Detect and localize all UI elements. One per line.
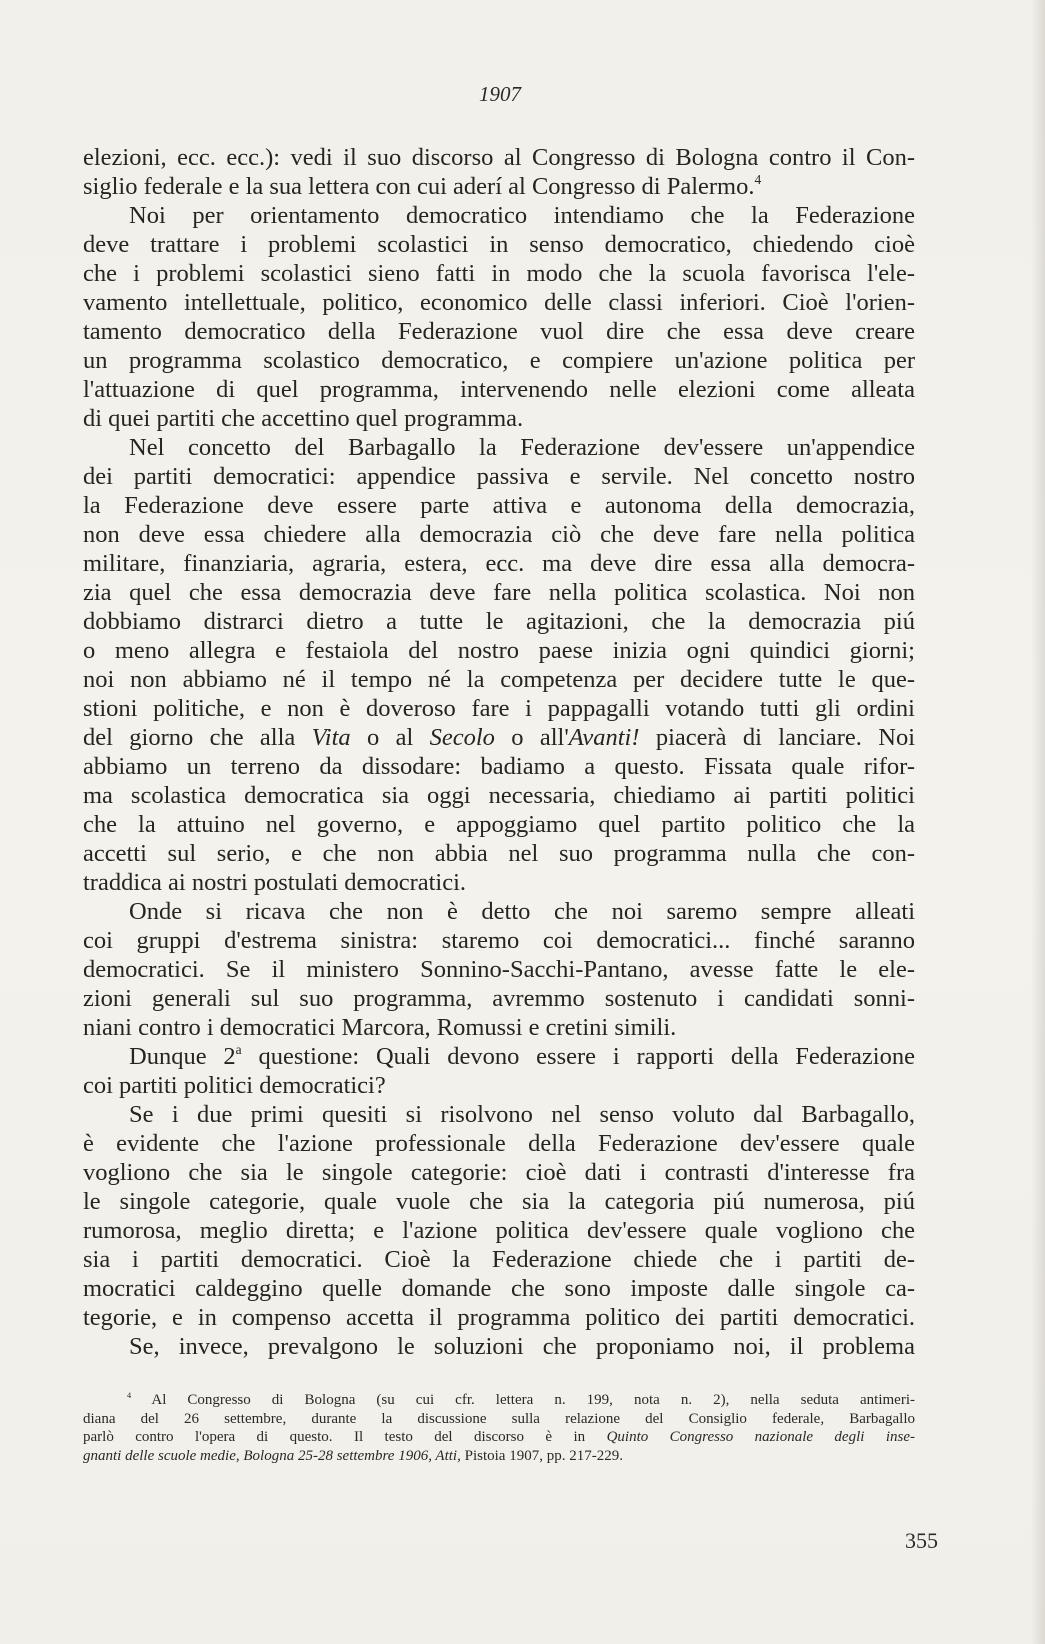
footnote-line: parlò contro l'opera di questo. Il testo del discorso è in Quinto Congresso nazionale degli inse- bbox=[83, 1429, 915, 1445]
footnote-line: $^4$ Al Congresso di Bologna (su cui cfr. lettera n. 199, nota n. 2), nella seduta antimeri- bbox=[127, 1390, 915, 1408]
text-line: del giorno che alla Vita o al Secolo o all'Avanti! piacerà di lanciare. Noi bbox=[83, 724, 916, 751]
text-line: democratici. Se il ministero Sonnino-Sacchi-Pantano, avesse fatte le ele- bbox=[83, 956, 915, 983]
text-line: le singole categorie, quale vuole che sia la categoria piú numerosa, piú bbox=[83, 1188, 915, 1215]
footnote-line: gnanti delle scuole medie, Bologna 25-28 settembre 1906, Atti, Pistoia 1907, pp. 217-229. bbox=[83, 1447, 623, 1464]
text-line: mocratici caldeggino quelle domande che sono imposte dalle singole ca- bbox=[83, 1275, 915, 1302]
text-line: zioni generali sul suo programma, avremmo sostenuto i candidati sonni- bbox=[83, 985, 915, 1012]
text-line: stioni politiche, e non è doveroso fare i pappagalli votando tutti gli ordini bbox=[83, 695, 915, 722]
footnote-reference[interactable]: 4 bbox=[754, 171, 762, 187]
text-line: tegorie, e in compenso accetta il programma politico dei partiti democratici. bbox=[83, 1304, 915, 1331]
text-line: noi non abbiamo né il tempo né la competenza per decidere tutte le que- bbox=[83, 666, 915, 693]
text-line: militare, finanziaria, agraria, estera, ecc. ma deve dire essa alla democra- bbox=[83, 550, 915, 577]
text-line: non deve essa chiedere alla democrazia ciò che deve fare nella politica bbox=[83, 521, 915, 548]
text-line: Onde si ricava che non è detto che noi saremo sempre alleati bbox=[129, 898, 915, 925]
text-line: deve trattare i problemi scolastici in senso democratico, chiedendo cioè bbox=[83, 231, 915, 258]
footnote-marker: 4 bbox=[127, 1390, 132, 1400]
text-line: sia i partiti democratici. Cioè la Federazione chiede che i partiti de- bbox=[83, 1246, 915, 1273]
text-line: l'attuazione di quel programma, intervenendo nelle elezioni come alleata bbox=[83, 376, 915, 403]
text-line: rumorosa, meglio diretta; e l'azione politica dev'essere quale vogliono che bbox=[83, 1217, 915, 1244]
text-line: Nel concetto del Barbagallo la Federazione dev'essere un'appendice bbox=[129, 434, 915, 461]
text-line: ma scolastica democratica sia oggi necessaria, chiediamo ai partiti politici bbox=[83, 782, 915, 809]
text-line: un programma scolastico democratico, e compiere un'azione politica per bbox=[83, 347, 915, 374]
text-line: vogliono che sia le singole categorie: cioè dati i contrasti d'interesse fra bbox=[83, 1159, 915, 1186]
text-line: niani contro i democratici Marcora, Romussi e cretini simili. bbox=[83, 1014, 677, 1041]
newspaper-title-avanti: Avanti! bbox=[568, 724, 640, 751]
newspaper-title-secolo: Secolo bbox=[429, 724, 495, 751]
text-line: Se, invece, prevalgono le soluzioni che proponiamo noi, il problema bbox=[129, 1333, 915, 1360]
text-line: vamento intellettuale, politico, economico delle classi inferiori. Cioè l'orien- bbox=[83, 289, 915, 316]
text-line: traddica ai nostri postulati democratici. bbox=[83, 869, 467, 896]
page-edge-shadow bbox=[1031, 0, 1045, 1644]
page-number: 355 bbox=[905, 1528, 938, 1553]
publication-title: Quinto Congresso nazionale degli inse- bbox=[606, 1429, 915, 1445]
text-line: che la attuino nel governo, e appoggiamo quel partito politico che la bbox=[83, 811, 915, 838]
newspaper-title-vita: Vita bbox=[311, 724, 351, 751]
footnote bbox=[83, 1391, 915, 1465]
text-line: coi partiti politici democratici? bbox=[83, 1072, 386, 1099]
text-line: Noi per orientamento democratico intendiamo che la Federazione bbox=[129, 202, 915, 229]
text-line: coi gruppi d'estrema sinistra: staremo coi democratici... finché saranno bbox=[83, 927, 915, 954]
text-line: di quei partiti che accettino quel programma. bbox=[83, 405, 524, 432]
text-line: dobbiamo distrarci dietro a tutte le agitazioni, che la democrazia piú bbox=[83, 608, 915, 635]
text-line: Se i due primi quesiti si risolvono nel senso voluto dal Barbagallo, bbox=[129, 1101, 915, 1128]
footnote-line: diana del 26 settembre, durante la discussione sulla relazione del Consiglio federale, Barbagallo bbox=[83, 1410, 915, 1427]
text-line: Dunque 2$^a$ questione: Quali devono essere i rapporti della Federazione bbox=[129, 1041, 915, 1070]
text-line: siglio federale e la sua lettera con cui aderí al Congresso di Palermo.$^4$ bbox=[83, 171, 762, 200]
main-text bbox=[83, 143, 915, 1361]
text-line: accetti sul serio, e che non abbia nel suo programma nulla che con- bbox=[83, 840, 915, 867]
text-line: è evidente che l'azione professionale della Federazione dev'essere quale bbox=[83, 1130, 915, 1157]
text-line: abbiamo un terreno da dissodare: badiamo a questo. Fissata quale rifor- bbox=[83, 753, 915, 780]
text-line: elezioni, ecc. ecc.): vedi il suo discorso al Congresso di Bologna contro il Con- bbox=[83, 144, 915, 171]
text-line: zia quel che essa democrazia deve fare nella politica scolastica. Noi non bbox=[83, 579, 915, 606]
ordinal-superscript: a bbox=[235, 1041, 242, 1057]
text-line: dei partiti democratici: appendice passiva e servile. Nel concetto nostro bbox=[83, 463, 915, 490]
text-line: tamento democratico della Federazione vuol dire che essa deve creare bbox=[83, 318, 915, 345]
text-line: che i problemi scolastici sieno fatti in modo che la scuola favorisca l'ele- bbox=[83, 260, 915, 287]
text-line: la Federazione deve essere parte attiva e autonoma della democrazia, bbox=[83, 492, 915, 519]
text-line: o meno allegra e festaiola del nostro paese inizia ogni quindici giorni; bbox=[83, 637, 915, 664]
publication-title-cont: gnanti delle scuole medie, Bologna 25-28 settembre 1906, Atti, bbox=[83, 1447, 461, 1464]
running-head-year: 1907 bbox=[479, 82, 521, 106]
